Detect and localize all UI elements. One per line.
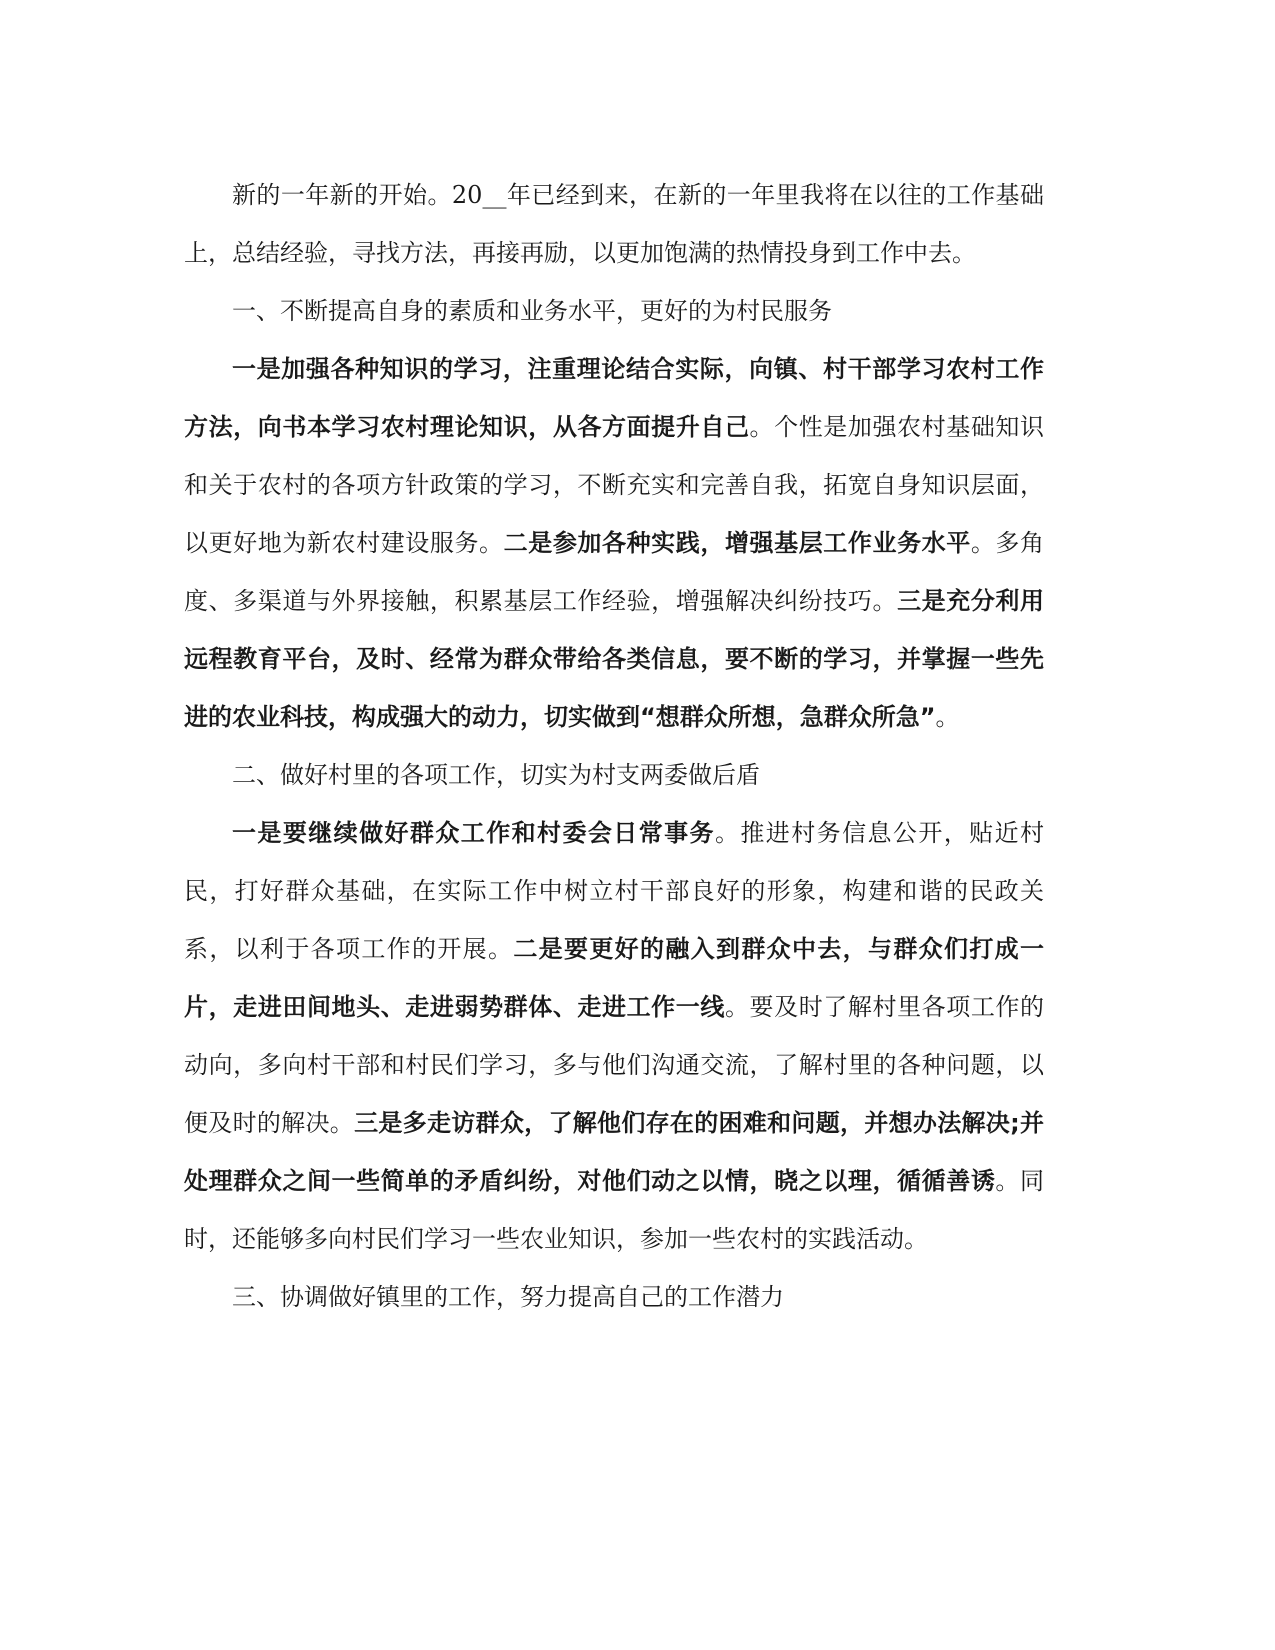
section-2-text-1: 。推进村务信息公开，贴近村民，打好群众基础，在实际工作中树立村干部良好的形象，构建和谐的民政关系，以利于各项工作的开展。 [184,819,1045,963]
section-2-heading: 二、做好村里的各项工作，切实为村支两委做后盾 [232,761,760,789]
section-3-heading: 三、协调做好镇里的工作，努力提高自己的工作潜力 [232,1283,784,1311]
intro-paragraph: 新的一年新的开始。20__年已经到来，在新的一年里我将在以往的工作基础上，总结经验，寻找方法，再接再励，以更加饱满的热情投身到工作中去。 [184,181,1044,267]
section-1-text-3: 。 [935,703,960,731]
section-2-text-3: 。同时，还能够多向村民们学习一些农业知识，参加一些农村的实践活动。 [184,1167,1045,1253]
section-1-text-1: 。个性是加强农村基础知识和关于农村的各项方针政策的学习，不断充实和完善自我，拓宽自身知识层面，以更好地为新农村建设服务。 [184,413,1045,557]
section-2-paragraph [184,804,1044,1268]
section-1-point-1: 一是加强各种知识的学习，注重理论结合实际，向镇、村干部学习农村工作方法，向书本学习农村理论知识，从各方面提升自己 [184,355,1044,441]
document-body [184,166,1044,1326]
section-1-heading: 一、不断提高自身的素质和业务水平，更好的为村民服务 [232,297,832,325]
section-1-point-3: 三是充分利用远程教育平台，及时、经常为群众带给各类信息，要不断的学习，并掌握一些先进的农业科技，构成强大的动力，切实做到“想群众所想，急群众所急” [184,587,1045,731]
section-2-point-3: 三是多走访群众，了解他们存在的困难和问题，并想办法解决;并处理群众之间一些简单的矛盾纠纷，对他们动之以情，晓之以理，循循善诱 [184,1109,1044,1195]
section-2-text-2: 。要及时了解村里各项工作的动向，多向村干部和村民们学习，多与他们沟通交流，了解村里的各种问题，以便及时的解决。 [184,993,1045,1137]
section-1-point-2: 二是参加各种实践，增强基层工作业务水平 [503,529,971,557]
section-1-paragraph [184,340,1044,746]
section-2-point-2: 二是要更好的融入到群众中去，与群众们打成一片，走进田间地头、走进弱势群体、走进工作一线 [184,935,1045,1021]
section-1-text-2: 。多角度、多渠道与外界接触，积累基层工作经验，增强解决纠纷技巧。 [184,529,1045,615]
section-2-point-1: 一是要继续做好群众工作和村委会日常事务 [232,819,715,847]
